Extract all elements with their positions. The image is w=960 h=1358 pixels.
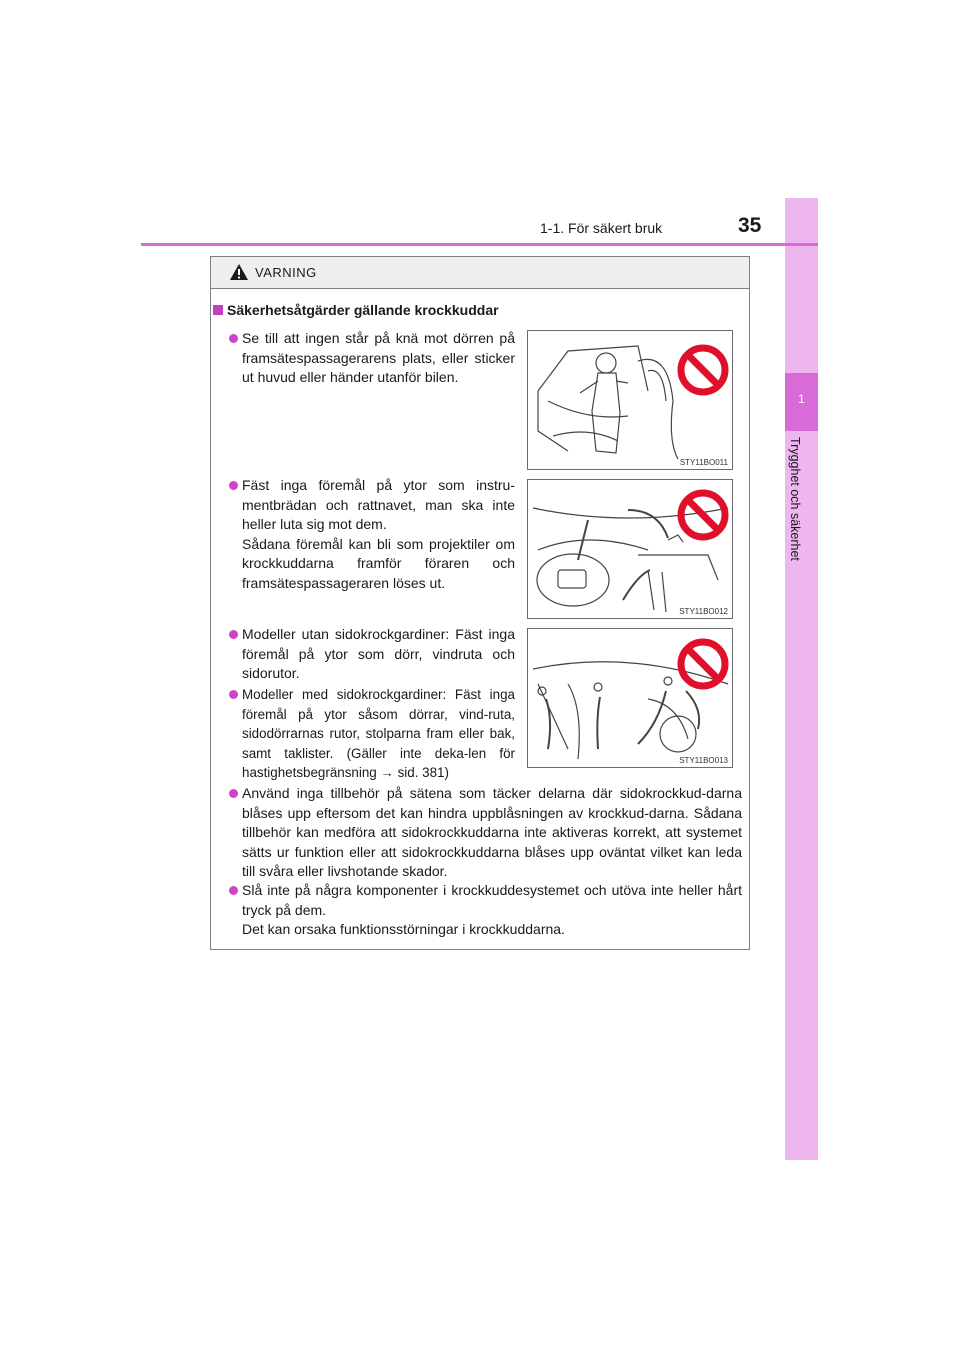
warning-header	[211, 257, 749, 289]
bullet-icon	[229, 886, 238, 895]
bullet-text: Det kan orsaka funktionsstörningar i krockkuddarna.	[242, 921, 565, 937]
bullet-item	[242, 329, 515, 388]
figure-dashboard	[527, 479, 733, 619]
figure-code: STY11BO013	[679, 756, 728, 765]
bullet-text: Sådana föremål kan bli som projektiler om krockkuddarna framför föraren och framsätespassageraren löses ut.	[242, 535, 515, 591]
warning-triangle-icon	[229, 263, 249, 281]
warning-box	[210, 256, 750, 950]
bullet-icon	[229, 690, 238, 699]
bullet-icon	[229, 630, 238, 639]
bullet-text: Använd inga tillbehör på sätena som täcker delarna där sidokrockkud-darna blåses upp eftersom det kan hindra uppblåsningen av krockkud-darna. Sådana tillbehör kan medföra att sidokrockkuddarna inte aktiveras korrekt, att systemet sätts ur funktion eller att sidokrockkuddarna blåses upp oväntat vilket kan leda till svåra eller livshotande skador.	[242, 785, 742, 879]
bullet-item	[242, 881, 742, 940]
page-number: 35	[738, 214, 762, 237]
bullet-icon	[229, 789, 238, 798]
bullet-text: Modeller med sidokrockgardiner: Fäst inga föremål på ytor såsom dörrar, vind-ruta, sidodörrarnas rutor, stolparna fram eller bak, samt taklister. (Gäller inte deka-len för hastighetsbegränsning → sid. 381)	[242, 687, 515, 780]
bullet-icon	[229, 481, 238, 490]
figure-code: STY11BO012	[679, 607, 728, 616]
bullet-item	[242, 784, 742, 882]
figure-kneeling-passenger	[527, 330, 733, 470]
chapter-title: Trygghet och säkerhet	[788, 437, 802, 561]
prohibition-icon	[676, 343, 730, 397]
prohibition-icon	[676, 637, 730, 691]
prohibition-icon	[676, 488, 730, 542]
bullet-text: Modeller utan sidokrockgardiner: Fäst inga föremål på ytor som dörr, vindruta och sidorutor.	[242, 626, 515, 681]
bullet-text: Fäst inga föremål på ytor som instru-mentbrädan och rattnavet, man ska inte heller luta sig mot dem.	[242, 477, 515, 532]
chapter-side-tab	[785, 198, 818, 1160]
section-heading: 1-1. För säkert bruk	[540, 220, 663, 236]
header-rule	[141, 243, 818, 246]
bullet-text: Slå inte på några komponenter i krockkuddesystemet och utöva inte heller hårt tryck på dem.	[242, 882, 742, 918]
figure-windows-pillars	[527, 628, 733, 768]
bullet-item	[242, 685, 515, 783]
section-title: Säkerhetsåtgärder gällande krockkuddar	[213, 302, 499, 318]
bullet-item	[242, 625, 515, 684]
bullet-item	[242, 476, 515, 593]
section-marker-icon	[213, 305, 223, 315]
bullet-icon	[229, 334, 238, 343]
bullet-text: Se till att ingen står på knä mot dörren på framsätespassagerarens plats, eller sticker ut huvud eller händer utanför bilen.	[242, 330, 515, 385]
warning-label: VARNING	[255, 265, 317, 280]
chapter-number: 1	[798, 392, 805, 406]
figure-code: STY11BO011	[679, 458, 728, 467]
